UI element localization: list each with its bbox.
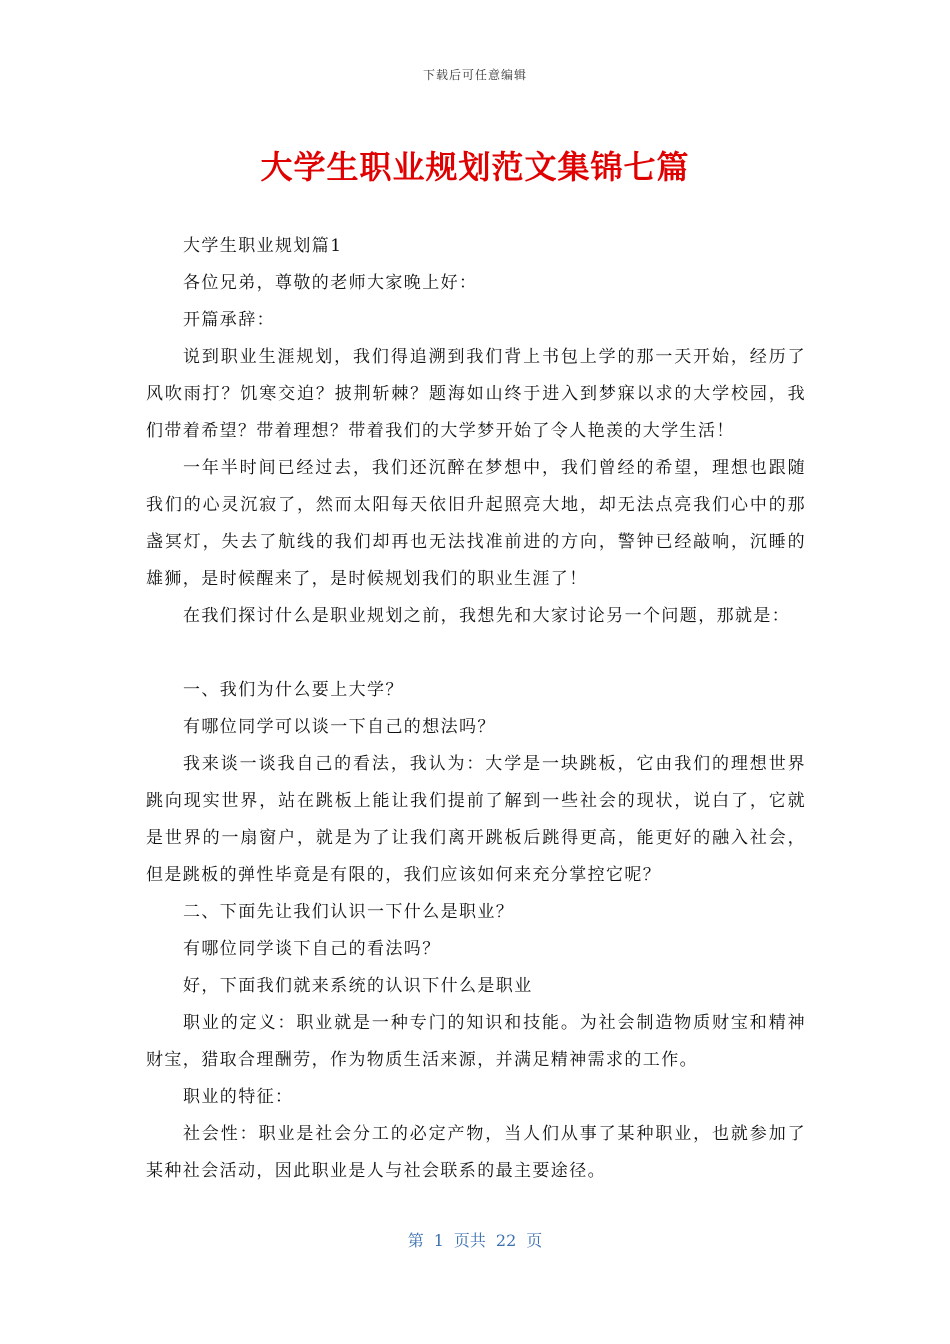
footer-suffix: 页 <box>526 1231 543 1250</box>
document-body <box>146 228 806 1190</box>
paragraph: 开篇承辞： <box>183 310 275 330</box>
section-heading: 大学生职业规划篇1 <box>183 236 343 256</box>
paragraph: 一年半时间已经过去，我们还沉醉在梦想中，我们曾经的希望，理想也跟随我们的心灵沉寂了，然而太阳每天依旧升起照亮大地，却无法点亮我们心中的那盏冥灯，失去了航线的我们却再也无法找准前进的方向，警钟已经敲响，沉睡的雄狮，是时候醒来了，是时候规划我们的职业生涯了！ <box>146 458 806 589</box>
subheading: 一、我们为什么要上大学？ <box>183 680 404 700</box>
subheading: 二、下面先让我们认识一下什么是职业？ <box>183 902 515 922</box>
paragraph: 好，下面我们就来系统的认识下什么是职业 <box>183 976 533 996</box>
footer-prefix: 第 <box>407 1231 424 1250</box>
paragraph: 有哪位同学谈下自己的看法吗？ <box>183 939 441 959</box>
greeting-paragraph: 各位兄弟，尊敬的老师大家晚上好： <box>183 273 478 293</box>
footer-page-number: 1 <box>433 1231 444 1250</box>
footer-total-pages: 22 <box>495 1231 517 1250</box>
paragraph: 职业的特征： <box>183 1087 294 1107</box>
paragraph: 有哪位同学可以谈一下自己的想法吗？ <box>183 717 496 737</box>
paragraph: 说到职业生涯规划，我们得追溯到我们背上书包上学的那一天开始，经历了风吹雨打？饥寒交迫？披荆斩棘？题海如山终于进入到梦寐以求的大学校园，我们带着希望？带着理想？带着我们的大学梦开始了令人艳羡的大学生活！ <box>146 347 806 441</box>
page-footer <box>0 1228 950 1251</box>
footer-middle: 页共 <box>453 1231 486 1250</box>
header-note: 下载后可任意编辑 <box>422 68 527 82</box>
paragraph: 社会性：职业是社会分工的必定产物，当人们从事了某种职业，也就参加了某种社会活动，因此职业是人与社会联系的最主要途径。 <box>146 1124 806 1181</box>
paragraph: 我来谈一谈我自己的看法，我认为：大学是一块跳板，它由我们的理想世界跳向现实世界，站在跳板上能让我们提前了解到一些社会的现状，说白了，它就是世界的一扇窗户，就是为了让我们离开跳板后跳得更高，能更好的融入社会，但是跳板的弹性毕竟是有限的，我们应该如何来充分掌控它呢？ <box>146 754 806 885</box>
document-title: 大学生职业规划范文集锦七篇 <box>260 148 690 186</box>
paragraph: 职业的定义：职业就是一种专门的知识和技能。为社会制造物质财宝和精神财宝，猎取合理酬劳，作为物质生活来源，并满足精神需求的工作。 <box>146 1013 806 1070</box>
paragraph: 在我们探讨什么是职业规划之前，我想先和大家讨论另一个问题，那就是： <box>183 606 791 626</box>
